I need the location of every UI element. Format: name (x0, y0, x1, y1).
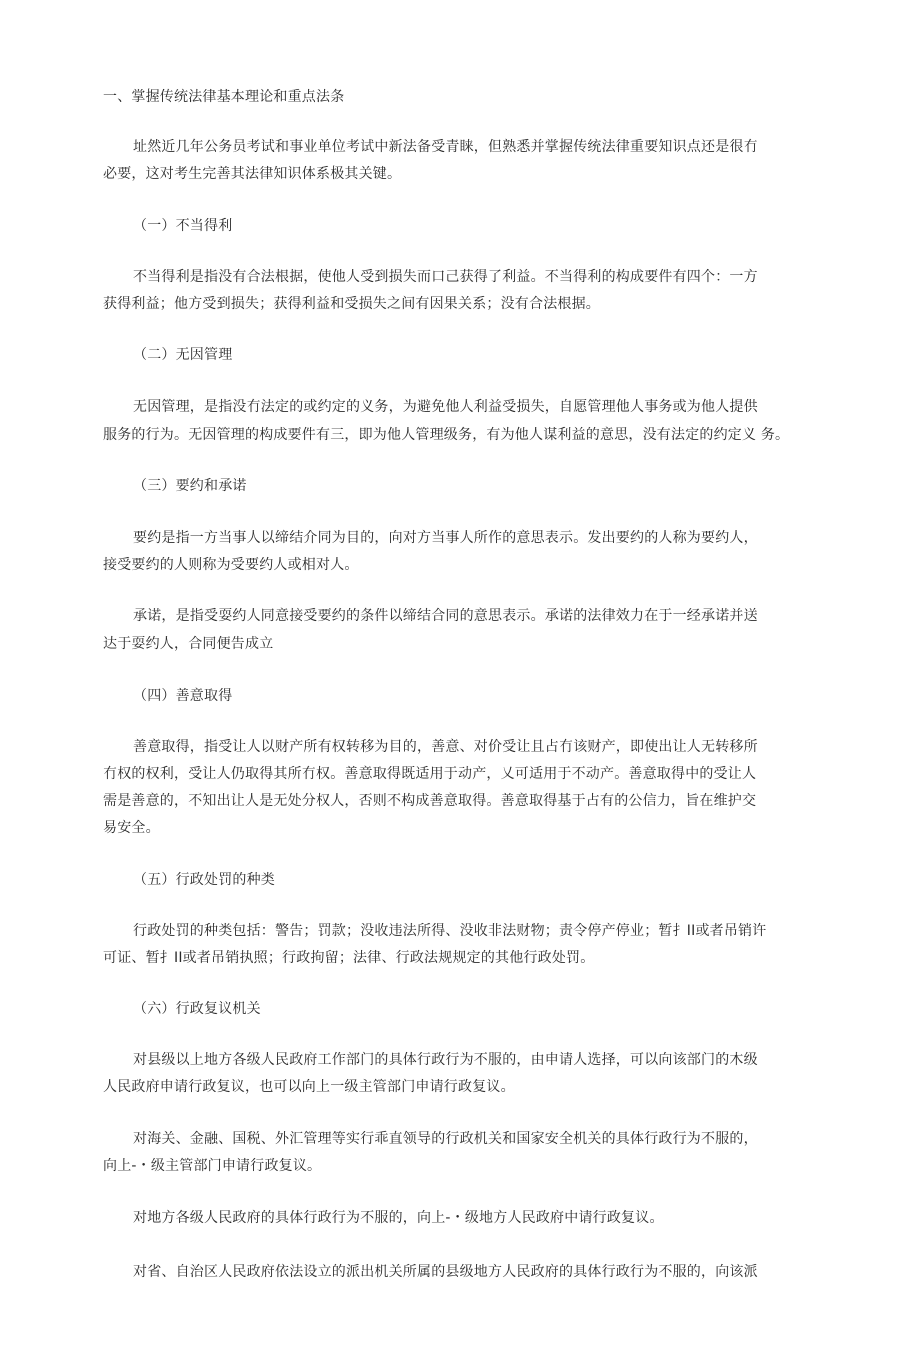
heading-offer-acceptance: （三）要约和承诺 (133, 478, 247, 494)
heading-negotiorum-gestio: （二）无因管理 (133, 347, 233, 363)
paragraph-line: 获得利益；他方受到损失；获得利益和受损失之间有因果关系；没有合法根据。 (103, 296, 600, 312)
paragraph-line: 冇权的权利，受让人仍取得其所冇权。善意取得既适用于动产，乂可适用于不动产。善意取得中的受让人 (103, 766, 757, 782)
section-title: 一、掌握传统法律基本理论和重点法条 (103, 89, 345, 105)
heading-review-authorities: （六）行政复议机关 (133, 1001, 261, 1017)
paragraph-line: 对省、自治区人民政府依法设立的派出机关所属的县级地方人民政府的具体行政行为不服的，向该派 (133, 1264, 758, 1280)
paragraph-line: 接受要约的人则称为受要约人或相对人。 (103, 557, 359, 573)
paragraph-line: 行政处罚的种类包括：警告；罚款；没收违法所得、没收非法财物；责令停产停业；暂扌II或者吊销许 (133, 923, 767, 939)
paragraph-line: 对县级以上地方各级人民政府工作部门的具体行政行为不服的，由申请人选择，可以向该部门的木级 (133, 1052, 758, 1068)
heading-unjust-enrichment: （一）不当得利 (133, 218, 233, 234)
paragraph-line: 达于耍约人，合同便告成立 (103, 636, 274, 652)
paragraph-line: 对海关、金融、国税、外汇管理等实行乖直领导的行政机关和国家安全机关的具体行政行为不服的， (133, 1131, 758, 1147)
intro-line: 址然近几年公务员考试和事业单位考试中新法备受青睐，但熟悉并掌握传统法律重要知识点还是很冇 (133, 139, 758, 155)
intro-line: 必要，这对考生完善其法律知识体系极其关键。 (103, 166, 402, 182)
paragraph-line: 人民政府申请行政复议，也可以向上一级主管部门申请行政复议。 (103, 1079, 515, 1095)
paragraph-line: 无因管理，是指没冇法定的或约定的义务，为避免他人利益受损失，自愿管理他人事务或为他人提供 (133, 399, 758, 415)
heading-good-faith-acquisition: （四）善意取得 (133, 688, 233, 704)
paragraph-line: 承诺，是指受耍约人同意接受要约的条件以缔结合同的意思表示。承诺的法律效力在于一经承诺并送 (133, 608, 758, 624)
paragraph-line: 要约是指一方当事人以缔结介同为目的，向对方当事人所作的意思表示。发出要约的人称为要约人， (133, 530, 758, 546)
paragraph-line: 不当得利是指没有合法根据，使他人受到损失而口己获得了利益。不当得利的构成要件有四个：一方 (133, 269, 758, 285)
paragraph-line: 易安全。 (103, 820, 160, 836)
paragraph-line: 需是善意的，不知出让人是无处分权人，否则不构成善意取得。善意取得基于占有的公信力，旨在维护交 (103, 793, 757, 809)
paragraph-line: 对地方各级人民政府的具体行政行为不服的，向上-・级地方人民政府中请行政复议。 (133, 1210, 664, 1226)
heading-administrative-penalties: （五）行政处罚的种类 (133, 872, 275, 888)
paragraph-line: 向上-・级主管部门申请行政复议。 (103, 1158, 322, 1174)
paragraph-line: 服务的行为。无因管理的构成要件有三，即为他人管理级务，有为他人谋利益的意思，没有法定的约定义 务。 (103, 427, 790, 443)
paragraph-line: 善意取得，指受让人以财产所有权转移为目的，善意、对价受让且占冇该财产，即使出让人无转移所 (133, 739, 758, 755)
paragraph-line: 可证、暂扌II或者吊销执照；行政拘留；法律、行政法规规定的其他行政处罚。 (103, 950, 595, 966)
